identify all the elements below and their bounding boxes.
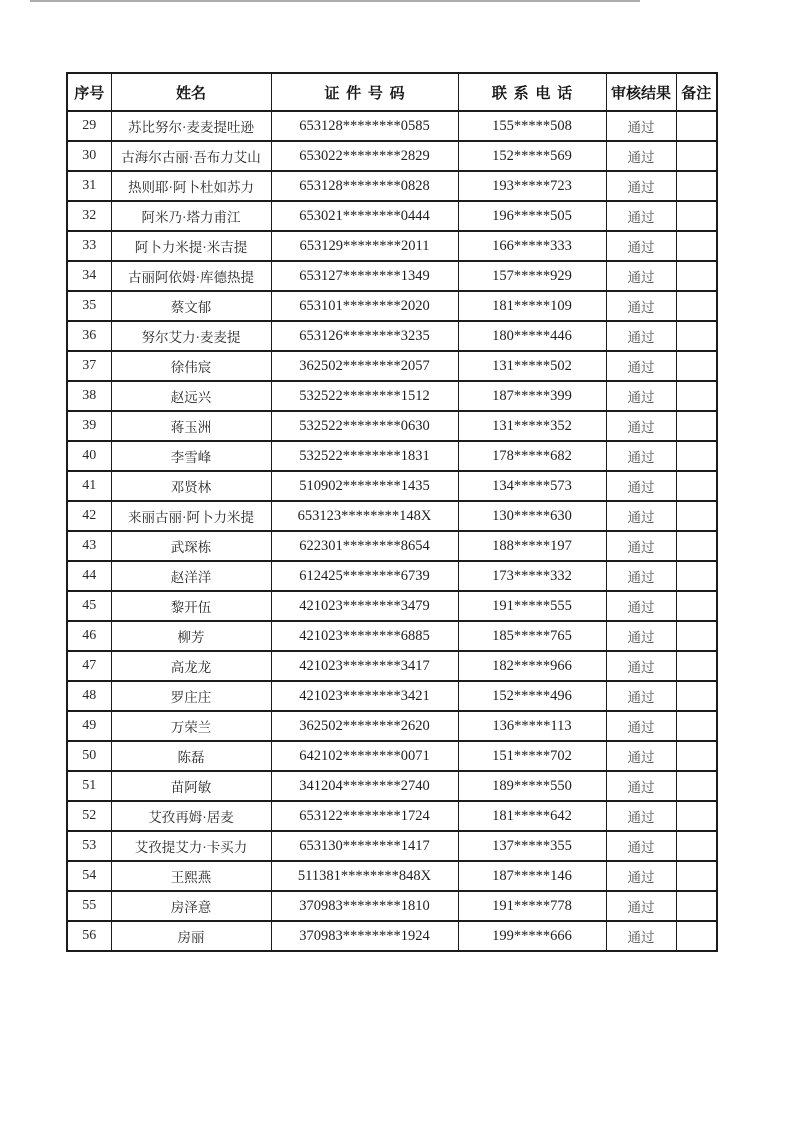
cell-id-number: 622301********8654 — [271, 531, 458, 561]
cell-result: 通过 — [606, 381, 676, 411]
cell-phone: 131*****502 — [458, 351, 606, 381]
cell-remark — [676, 651, 717, 681]
cell-name: 阿卜力米提·米吉提 — [111, 231, 271, 261]
cell-seq: 52 — [67, 801, 111, 831]
table-row — [67, 171, 717, 201]
header-result: 审核结果 — [606, 73, 676, 111]
cell-seq: 50 — [67, 741, 111, 771]
cell-result: 通过 — [606, 771, 676, 801]
cell-result: 通过 — [606, 471, 676, 501]
cell-id-number: 653101********2020 — [271, 291, 458, 321]
cell-id-number: 653128********0828 — [271, 171, 458, 201]
cell-name: 艾孜提艾力·卡买力 — [111, 831, 271, 861]
table-row — [67, 501, 717, 531]
table-row — [67, 381, 717, 411]
cell-phone: 193*****723 — [458, 171, 606, 201]
cell-remark — [676, 771, 717, 801]
cell-name: 努尔艾力·麦麦提 — [111, 321, 271, 351]
cell-result: 通过 — [606, 531, 676, 561]
cell-remark — [676, 591, 717, 621]
cell-remark — [676, 141, 717, 171]
cell-id-number: 653022********2829 — [271, 141, 458, 171]
cell-name: 苗阿敏 — [111, 771, 271, 801]
cell-remark — [676, 741, 717, 771]
header-id-number: 证件号码 — [271, 73, 458, 111]
cell-seq: 30 — [67, 141, 111, 171]
cell-id-number: 653122********1724 — [271, 801, 458, 831]
cell-phone: 166*****333 — [458, 231, 606, 261]
cell-remark — [676, 561, 717, 591]
cell-id-number: 653021********0444 — [271, 201, 458, 231]
header-remark: 备注 — [676, 73, 717, 111]
cell-name: 古丽阿依姆·库德热提 — [111, 261, 271, 291]
cell-name: 罗庄庄 — [111, 681, 271, 711]
cell-seq: 42 — [67, 501, 111, 531]
table-header-row — [67, 73, 717, 111]
scan-artifact-line — [30, 0, 640, 2]
cell-id-number: 532522********1831 — [271, 441, 458, 471]
table-row — [67, 591, 717, 621]
cell-remark — [676, 381, 717, 411]
cell-phone: 181*****642 — [458, 801, 606, 831]
cell-seq: 43 — [67, 531, 111, 561]
cell-remark — [676, 291, 717, 321]
cell-seq: 49 — [67, 711, 111, 741]
cell-result: 通过 — [606, 741, 676, 771]
table-row — [67, 621, 717, 651]
cell-id-number: 653130********1417 — [271, 831, 458, 861]
cell-result: 通过 — [606, 921, 676, 951]
cell-remark — [676, 531, 717, 561]
cell-name: 高龙龙 — [111, 651, 271, 681]
cell-seq: 45 — [67, 591, 111, 621]
table-row — [67, 771, 717, 801]
cell-phone: 152*****496 — [458, 681, 606, 711]
cell-phone: 155*****508 — [458, 111, 606, 141]
cell-result: 通过 — [606, 801, 676, 831]
cell-seq: 36 — [67, 321, 111, 351]
cell-seq: 56 — [67, 921, 111, 951]
cell-remark — [676, 891, 717, 921]
cell-phone: 136*****113 — [458, 711, 606, 741]
header-name: 姓名 — [111, 73, 271, 111]
cell-seq: 51 — [67, 771, 111, 801]
cell-result: 通过 — [606, 291, 676, 321]
cell-name: 来丽古丽·阿卜力米提 — [111, 501, 271, 531]
table-row — [67, 651, 717, 681]
table-row — [67, 351, 717, 381]
cell-phone: 131*****352 — [458, 411, 606, 441]
cell-phone: 157*****929 — [458, 261, 606, 291]
cell-result: 通过 — [606, 891, 676, 921]
cell-remark — [676, 261, 717, 291]
cell-id-number: 532522********0630 — [271, 411, 458, 441]
cell-phone: 173*****332 — [458, 561, 606, 591]
cell-phone: 185*****765 — [458, 621, 606, 651]
cell-result: 通过 — [606, 411, 676, 441]
cell-remark — [676, 171, 717, 201]
cell-result: 通过 — [606, 561, 676, 591]
table-row — [67, 141, 717, 171]
cell-seq: 40 — [67, 441, 111, 471]
cell-result: 通过 — [606, 711, 676, 741]
cell-name: 赵远兴 — [111, 381, 271, 411]
cell-name: 蒋玉洲 — [111, 411, 271, 441]
cell-remark — [676, 231, 717, 261]
cell-seq: 48 — [67, 681, 111, 711]
cell-phone: 189*****550 — [458, 771, 606, 801]
cell-result: 通过 — [606, 141, 676, 171]
cell-id-number: 421023********3417 — [271, 651, 458, 681]
cell-remark — [676, 711, 717, 741]
table-row — [67, 801, 717, 831]
cell-result: 通过 — [606, 621, 676, 651]
cell-name: 古海尔古丽·吾布力艾山 — [111, 141, 271, 171]
cell-result: 通过 — [606, 231, 676, 261]
cell-result: 通过 — [606, 261, 676, 291]
table-row — [67, 471, 717, 501]
cell-id-number: 362502********2620 — [271, 711, 458, 741]
table-row — [67, 681, 717, 711]
cell-name: 艾孜再姆·居麦 — [111, 801, 271, 831]
table-row — [67, 741, 717, 771]
cell-name: 黎开伍 — [111, 591, 271, 621]
cell-remark — [676, 351, 717, 381]
cell-id-number: 510902********1435 — [271, 471, 458, 501]
cell-seq: 32 — [67, 201, 111, 231]
cell-remark — [676, 441, 717, 471]
cell-id-number: 532522********1512 — [271, 381, 458, 411]
table-row — [67, 231, 717, 261]
table-row — [67, 441, 717, 471]
cell-remark — [676, 921, 717, 951]
cell-seq: 55 — [67, 891, 111, 921]
table-row — [67, 561, 717, 591]
cell-name: 柳芳 — [111, 621, 271, 651]
cell-remark — [676, 801, 717, 831]
cell-phone: 178*****682 — [458, 441, 606, 471]
cell-id-number: 653126********3235 — [271, 321, 458, 351]
cell-id-number: 612425********6739 — [271, 561, 458, 591]
cell-phone: 187*****399 — [458, 381, 606, 411]
cell-remark — [676, 201, 717, 231]
cell-remark — [676, 621, 717, 651]
table-row — [67, 531, 717, 561]
cell-name: 热则耶·阿卜杜如苏力 — [111, 171, 271, 201]
cell-name: 房泽意 — [111, 891, 271, 921]
cell-seq: 35 — [67, 291, 111, 321]
cell-remark — [676, 321, 717, 351]
cell-name: 苏比努尔·麦麦提吐逊 — [111, 111, 271, 141]
cell-phone: 134*****573 — [458, 471, 606, 501]
cell-result: 通过 — [606, 111, 676, 141]
table-row — [67, 861, 717, 891]
cell-phone: 187*****146 — [458, 861, 606, 891]
cell-result: 通过 — [606, 861, 676, 891]
cell-id-number: 642102********0071 — [271, 741, 458, 771]
cell-remark — [676, 861, 717, 891]
table-row — [67, 411, 717, 441]
cell-phone: 199*****666 — [458, 921, 606, 951]
cell-name: 蔡文郁 — [111, 291, 271, 321]
header-phone: 联系电话 — [458, 73, 606, 111]
cell-seq: 34 — [67, 261, 111, 291]
cell-result: 通过 — [606, 681, 676, 711]
cell-id-number: 370983********1924 — [271, 921, 458, 951]
header-seq: 序号 — [67, 73, 111, 111]
table-row — [67, 891, 717, 921]
cell-phone: 196*****505 — [458, 201, 606, 231]
cell-id-number: 421023********6885 — [271, 621, 458, 651]
cell-id-number: 653123********148X — [271, 501, 458, 531]
table-body — [67, 111, 717, 951]
cell-phone: 188*****197 — [458, 531, 606, 561]
cell-seq: 39 — [67, 411, 111, 441]
cell-remark — [676, 411, 717, 441]
cell-phone: 191*****778 — [458, 891, 606, 921]
cell-result: 通过 — [606, 591, 676, 621]
cell-name: 邓贤林 — [111, 471, 271, 501]
cell-phone: 137*****355 — [458, 831, 606, 861]
table-row — [67, 831, 717, 861]
cell-seq: 44 — [67, 561, 111, 591]
cell-result: 通过 — [606, 201, 676, 231]
cell-seq: 54 — [67, 861, 111, 891]
cell-name: 武琛栋 — [111, 531, 271, 561]
cell-result: 通过 — [606, 171, 676, 201]
cell-name: 万荣兰 — [111, 711, 271, 741]
cell-seq: 37 — [67, 351, 111, 381]
cell-remark — [676, 501, 717, 531]
cell-result: 通过 — [606, 651, 676, 681]
cell-remark — [676, 111, 717, 141]
cell-id-number: 362502********2057 — [271, 351, 458, 381]
table-row — [67, 111, 717, 141]
cell-seq: 53 — [67, 831, 111, 861]
cell-name: 李雪峰 — [111, 441, 271, 471]
cell-name: 徐伟宸 — [111, 351, 271, 381]
cell-phone: 151*****702 — [458, 741, 606, 771]
cell-phone: 191*****555 — [458, 591, 606, 621]
cell-name: 赵洋洋 — [111, 561, 271, 591]
cell-phone: 152*****569 — [458, 141, 606, 171]
cell-seq: 33 — [67, 231, 111, 261]
cell-seq: 31 — [67, 171, 111, 201]
table-row — [67, 921, 717, 951]
cell-result: 通过 — [606, 501, 676, 531]
cell-seq: 29 — [67, 111, 111, 141]
cell-result: 通过 — [606, 351, 676, 381]
table-row — [67, 261, 717, 291]
cell-remark — [676, 831, 717, 861]
cell-result: 通过 — [606, 831, 676, 861]
cell-id-number: 653129********2011 — [271, 231, 458, 261]
cell-remark — [676, 471, 717, 501]
cell-id-number: 511381********848X — [271, 861, 458, 891]
cell-result: 通过 — [606, 441, 676, 471]
cell-id-number: 421023********3479 — [271, 591, 458, 621]
cell-id-number: 370983********1810 — [271, 891, 458, 921]
table-row — [67, 291, 717, 321]
cell-id-number: 653128********0585 — [271, 111, 458, 141]
cell-remark — [676, 681, 717, 711]
cell-seq: 47 — [67, 651, 111, 681]
review-result-table — [66, 72, 718, 952]
cell-id-number: 653127********1349 — [271, 261, 458, 291]
cell-phone: 181*****109 — [458, 291, 606, 321]
table-row — [67, 321, 717, 351]
cell-seq: 38 — [67, 381, 111, 411]
cell-name: 王熙燕 — [111, 861, 271, 891]
cell-name: 阿米乃·塔力甫江 — [111, 201, 271, 231]
cell-phone: 130*****630 — [458, 501, 606, 531]
cell-seq: 46 — [67, 621, 111, 651]
cell-result: 通过 — [606, 321, 676, 351]
cell-id-number: 421023********3421 — [271, 681, 458, 711]
cell-phone: 182*****966 — [458, 651, 606, 681]
cell-id-number: 341204********2740 — [271, 771, 458, 801]
cell-name: 房丽 — [111, 921, 271, 951]
cell-seq: 41 — [67, 471, 111, 501]
cell-name: 陈磊 — [111, 741, 271, 771]
table-row — [67, 711, 717, 741]
cell-phone: 180*****446 — [458, 321, 606, 351]
table-row — [67, 201, 717, 231]
